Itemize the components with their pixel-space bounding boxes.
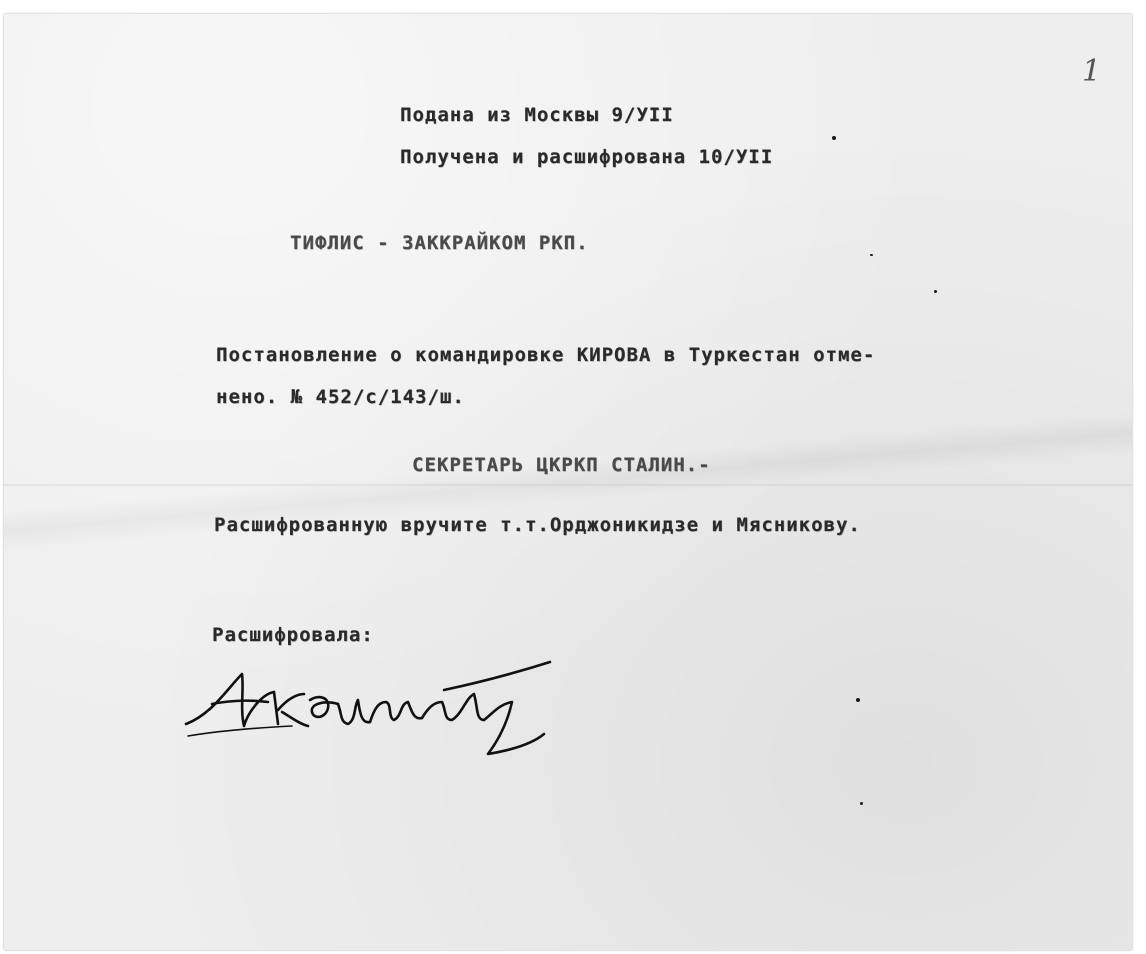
handwritten-signature	[182, 654, 572, 764]
signed-by-line: СЕКРЕТАРЬ ЦКРКП СТАЛИН.-	[412, 454, 711, 476]
ink-speck	[832, 136, 836, 140]
sent-line: Подана из Москвы 9/УII	[400, 104, 674, 126]
paper-sheet	[4, 14, 1132, 950]
ink-speck	[860, 802, 863, 805]
instruction-line: Расшифрованную вручите т.т.Орджоникидзе и Мясникову.	[214, 514, 861, 536]
signature-text: АКюркант	[182, 762, 188, 763]
received-line: Получена и расшифрована 10/УII	[400, 146, 774, 168]
ink-speck	[870, 254, 873, 256]
body-line-1: Постановление о командировке КИРОВА в Туркестан отме-	[216, 344, 876, 366]
decrypted-by-label: Расшифровала:	[212, 624, 374, 646]
body-line-2: нено. № 452/с/143/ш.	[216, 386, 465, 408]
ink-speck	[856, 698, 860, 702]
paper-fold-line	[4, 484, 1132, 486]
page-number: 1	[1082, 54, 1102, 89]
ink-speck	[934, 290, 937, 293]
address-line: ТИФЛИС - ЗАККРАЙКОМ РКП.	[290, 232, 589, 254]
